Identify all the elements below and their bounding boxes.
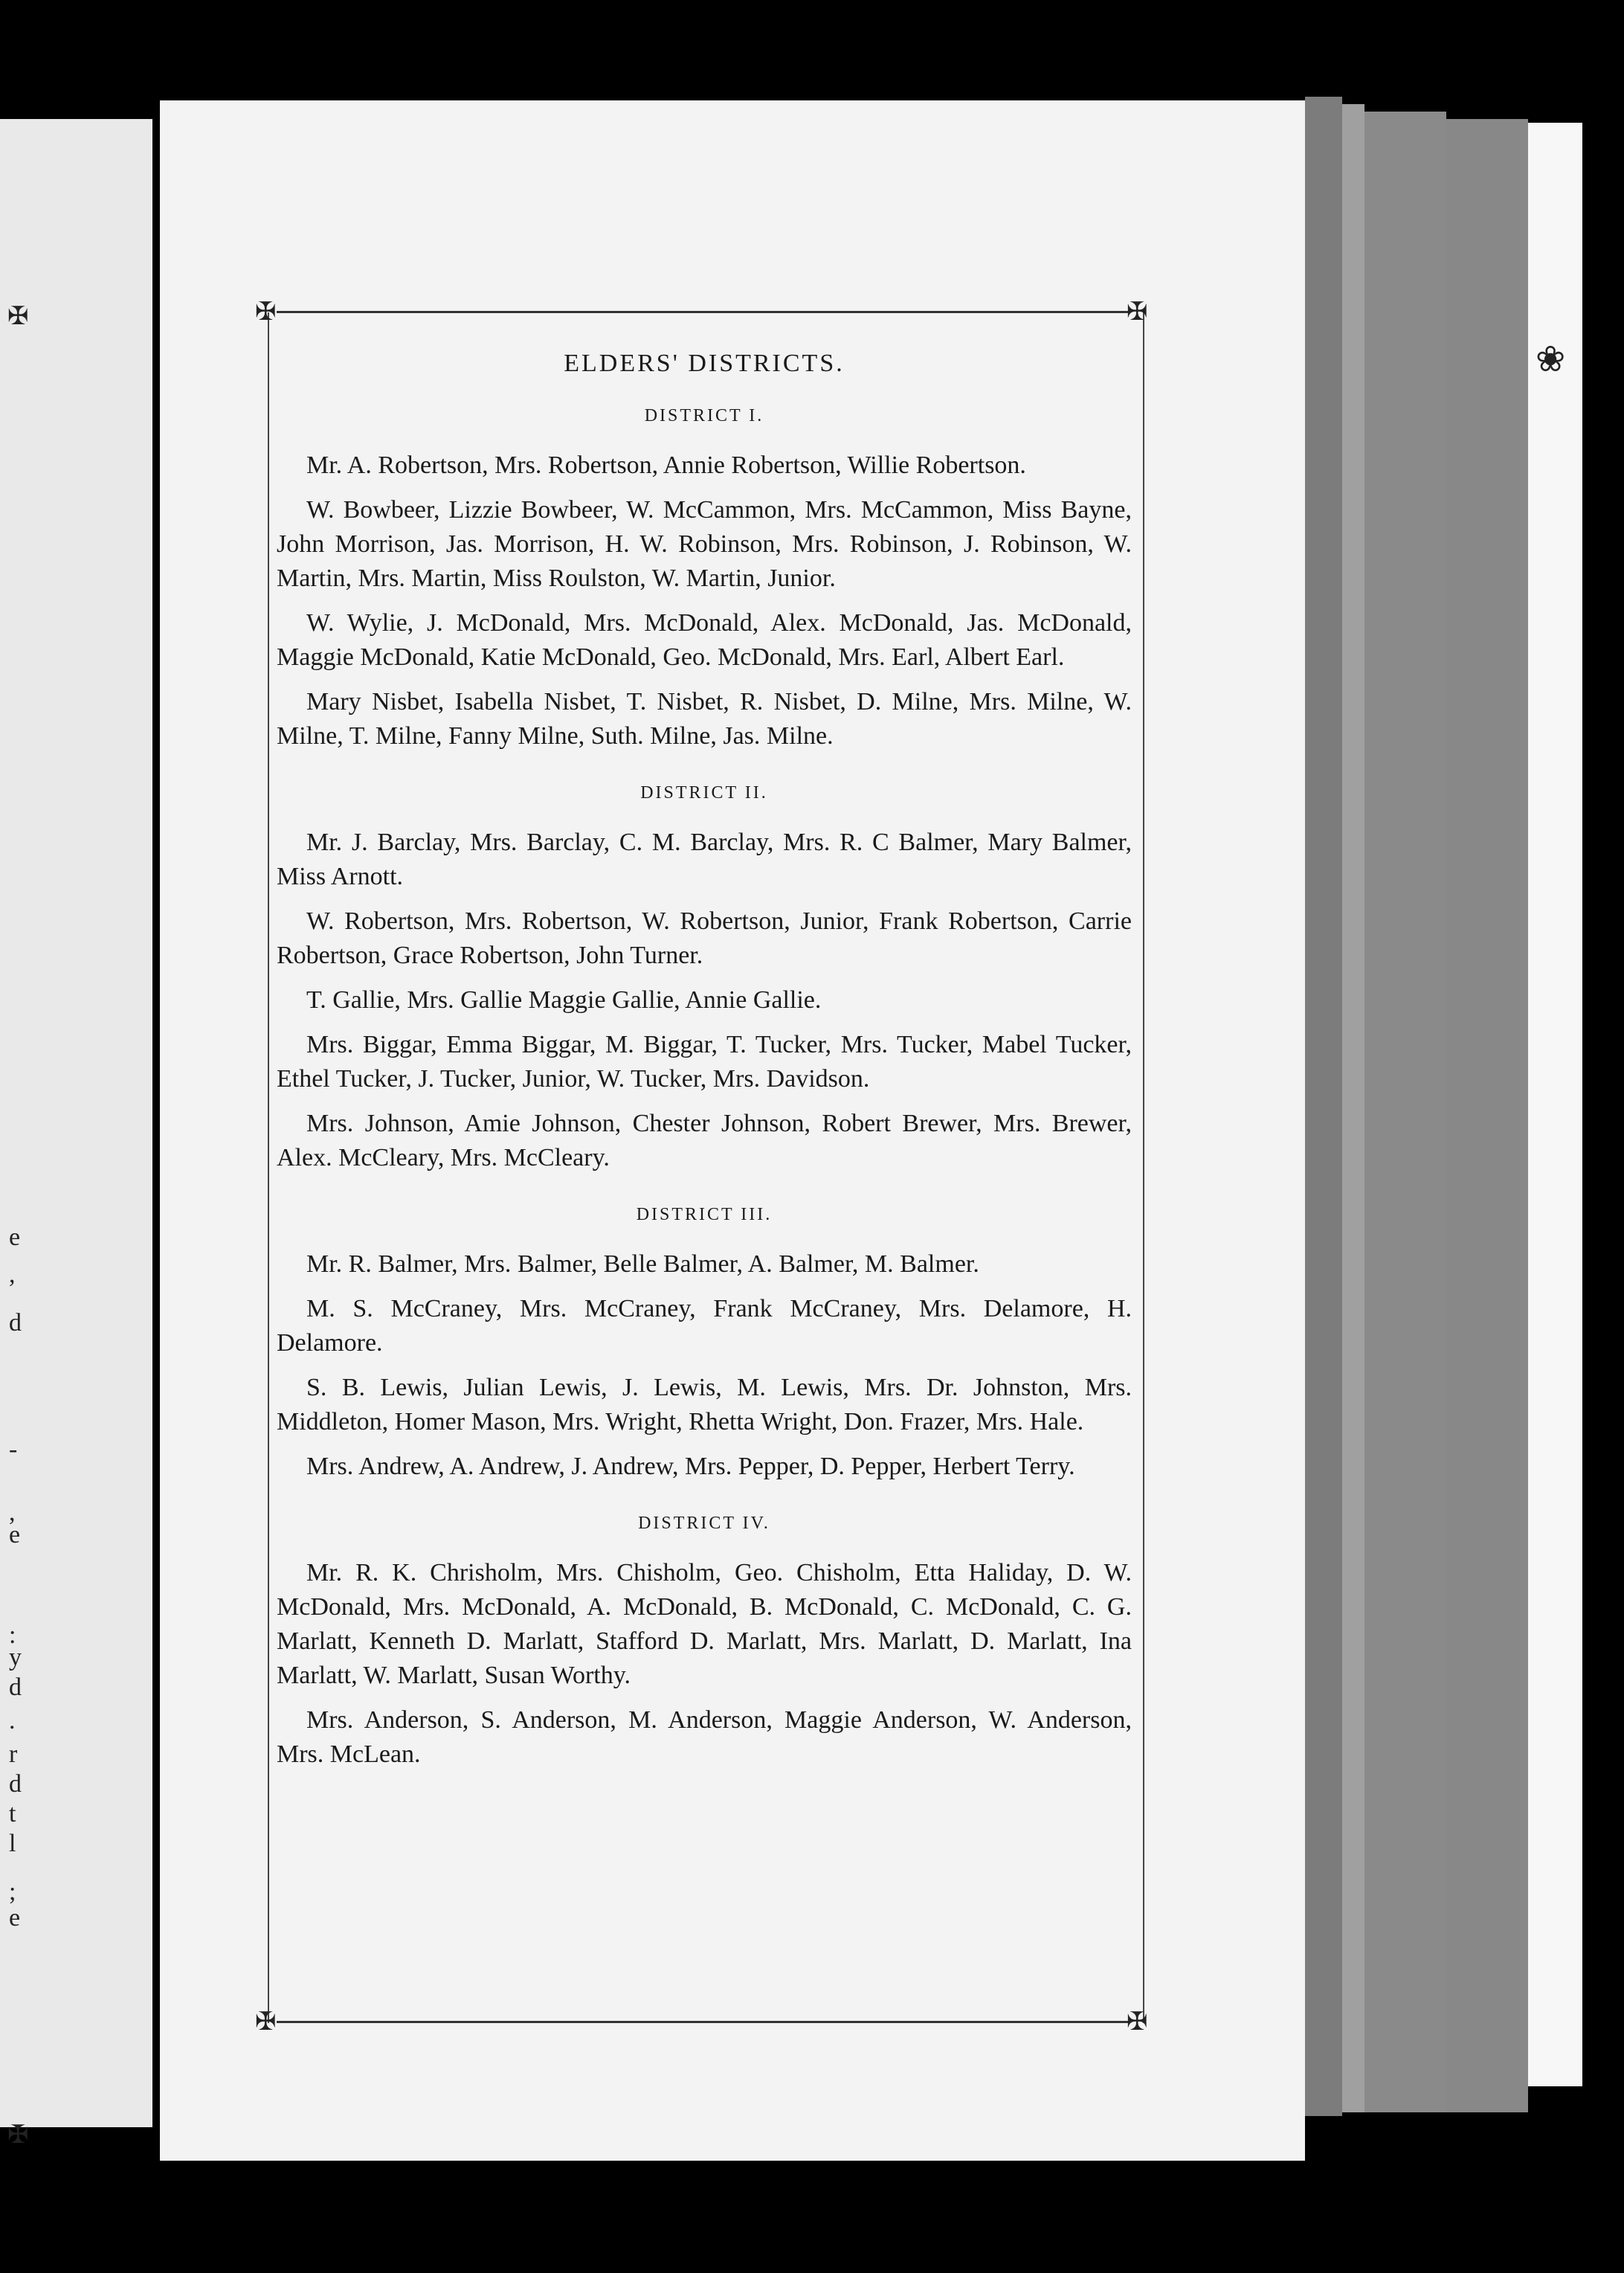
page-edges: [1342, 104, 1364, 2112]
corner-ornament-icon: ✠: [255, 298, 277, 326]
member-group: W. Robertson, Mrs. Robertson, W. Robertson, Junior, Frank Robertson, Carrie Robertson, Grace Robertson, John Turner.: [277, 907, 1132, 969]
margin-mark: d: [9, 1674, 22, 1701]
member-group: Mr. A. Robertson, Mrs. Robertson, Annie Robertson, Willie Robertson.: [306, 451, 1026, 479]
corner-ornament-icon: ✠: [1127, 298, 1148, 326]
margin-mark: d: [9, 1770, 22, 1798]
margin-mark: .: [9, 1707, 16, 1735]
page-edges: [1305, 97, 1342, 2116]
member-group: S. B. Lewis, Julian Lewis, J. Lewis, M. Lewis, Mrs. Dr. Johnston, Mrs. Middleton, Homer Mason, Mrs. Wright, Rhetta Wright, Don. Frazer, Mrs. Hale.: [277, 1374, 1132, 1436]
member-group: Mrs. Johnson, Amie Johnson, Chester Johnson, Robert Brewer, Mrs. Brewer, Alex. McCleary, Mrs. McCleary.: [277, 1110, 1132, 1171]
outer-sheet: [1528, 123, 1582, 2086]
district-section: [277, 783, 1132, 1175]
margin-mark: l: [9, 1830, 16, 1857]
margin-mark: t: [9, 1800, 16, 1827]
smudge-mark: ❀: [1536, 340, 1566, 379]
member-group: Mary Nisbet, Isabella Nisbet, T. Nisbet, R. Nisbet, D. Milne, Mrs. Milne, W. Milne, T. Milne, Fanny Milne, Suth. Milne, Jas. Milne.: [277, 688, 1132, 750]
margin-mark: :: [9, 1621, 16, 1649]
margin-mark: d: [9, 1309, 22, 1337]
page-edges: [1364, 112, 1446, 2112]
left-facing-page: [0, 119, 152, 2149]
ornament-icon: ✠: [7, 2121, 29, 2149]
member-group: Mrs. Anderson, S. Anderson, M. Anderson, Maggie Anderson, W. Anderson, Mrs. McLean.: [277, 1706, 1132, 1768]
district-section: [277, 406, 1132, 753]
district-section: [277, 1514, 1132, 1772]
member-group: Mr. J. Barclay, Mrs. Barclay, C. M. Barclay, Mrs. R. C Balmer, Mary Balmer, Miss Arnott.: [277, 829, 1132, 890]
margin-mark: -: [9, 1436, 18, 1463]
margin-mark: r: [9, 1740, 18, 1768]
member-group: M. S. McCraney, Mrs. McCraney, Frank McCraney, Mrs. Delamore, H. Delamore.: [277, 1295, 1132, 1357]
member-group: W. Bowbeer, Lizzie Bowbeer, W. McCammon, Mrs. McCammon, Miss Bayne, John Morrison, Jas. Morrison, H. W. Robinson, Mrs. Robinson, J. Robinson, W. Martin, Mrs. Martin, Miss Roulston, W. Martin, Junior.: [277, 496, 1132, 592]
member-group: T. Gallie, Mrs. Gallie Maggie Gallie, Annie Gallie.: [306, 986, 822, 1014]
ornament-icon: ✠: [7, 303, 29, 330]
district-heading: DISTRICT I.: [644, 406, 764, 425]
member-group: W. Wylie, J. McDonald, Mrs. McDonald, Alex. McDonald, Jas. McDonald, Maggie McDonald, Katie McDonald, Geo. McDonald, Mrs. Earl, Albert Earl.: [277, 609, 1132, 671]
corner-ornament-icon: ✠: [255, 2008, 277, 2036]
margin-mark: e: [9, 1521, 21, 1549]
district-heading: DISTRICT III.: [636, 1205, 773, 1224]
page-content: [277, 350, 1132, 1801]
margin-mark: ,: [9, 1261, 16, 1288]
corner-ornament-icon: ✠: [1127, 2008, 1148, 2036]
margin-mark: e: [9, 1224, 21, 1251]
district-heading: DISTRICT II.: [640, 783, 768, 803]
district-heading: DISTRICT IV.: [638, 1514, 770, 1533]
member-group: Mr. R. Balmer, Mrs. Balmer, Belle Balmer, A. Balmer, M. Balmer.: [306, 1250, 979, 1278]
member-group: Mrs. Biggar, Emma Biggar, M. Biggar, T. Tucker, Mrs. Tucker, Mabel Tucker, Ethel Tucker, J. Tucker, Junior, W. Tucker, Mrs. Davidson.: [277, 1031, 1132, 1093]
margin-mark: ,: [9, 1499, 16, 1526]
margin-mark: ;: [9, 1878, 16, 1906]
district-section: [277, 1205, 1132, 1484]
page-title: ELDERS' DISTRICTS.: [564, 350, 845, 377]
member-group: Mrs. Andrew, A. Andrew, J. Andrew, Mrs. Pepper, D. Pepper, Herbert Terry.: [306, 1453, 1075, 1480]
margin-mark: e: [9, 1904, 21, 1932]
margin-mark: y: [9, 1644, 22, 1671]
member-group: Mr. R. K. Chrisholm, Mrs. Chisholm, Geo. Chisholm, Etta Haliday, D. W. McDonald, Mrs. McDonald, A. McDonald, B. McDonald, C. McDonald, C. G. Marlatt, Kenneth D. Marlatt, Stafford D. Marlatt, Mrs. Marlatt, D. Marlatt, Ina Marlatt, W. Marlatt, Susan Worthy.: [277, 1559, 1132, 1689]
